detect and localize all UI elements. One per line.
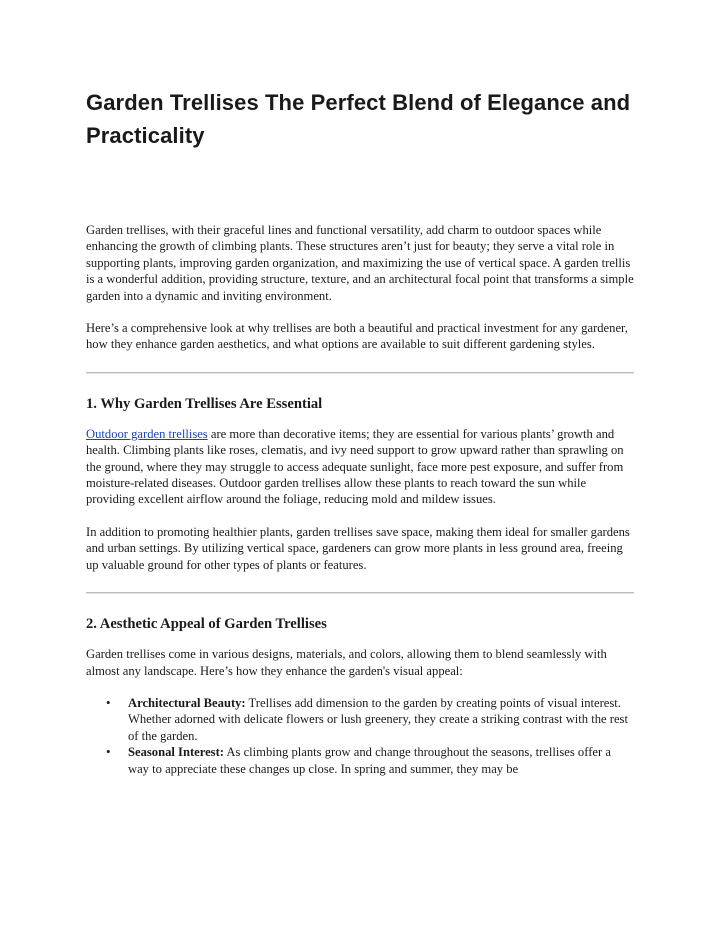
list-item — [128, 744, 634, 777]
section-1-paragraph-2: In addition to promoting healthier plants, garden trellises save space, making them ideal for smaller gardens and urban settings. By utilizing vertical space, gardeners can grow more plants in less ground area, freeing up valuable ground for other types of plants or features. — [86, 524, 630, 572]
spacer — [86, 679, 634, 695]
list-item — [128, 695, 634, 744]
page-title: Garden Trellises The Perfect Blend of Elegance and Practicality — [86, 90, 631, 148]
spacer — [86, 413, 634, 426]
section-2-paragraph-1: Garden trellises come in various designs, materials, and colors, allowing them to blend seamlessly with almost any landscape. Here’s how they enhance the garden's visual appeal: — [86, 647, 607, 678]
section-1-heading: 1. Why Garden Trellises Are Essential — [86, 395, 323, 412]
section-1-paragraph-1 — [86, 426, 634, 508]
spacer — [86, 353, 634, 372]
bullet-text: Trellises add dimension to the garden by creating points of visual interest. Whether adorned with delicate flowers or lush greenery, they create a striking contrast with the rest of the garden. — [128, 695, 628, 743]
spacer — [86, 374, 634, 395]
bullet-label: Architectural Beauty: — [128, 695, 246, 710]
spacer — [86, 508, 634, 524]
spacer — [86, 304, 634, 320]
section-2-heading: 2. Aesthetic Appeal of Garden Trellises — [86, 616, 327, 633]
aesthetic-bullet-list — [86, 695, 634, 777]
section-1-paragraph-1-text: are more than decorative items; they are essential for various plants’ growth and health. Climbing plants like roses, clematis, and ivy need support to grow upward rather than sprawling on the ground, where they may struggle to access adequate sunlight, face more pest exposure, and suffer from moisture-related diseases. Outdoor garden trellises allow these plants to reach toward the sun while providing excellent airflow around the foliage, reducing mold and mildew issues. — [86, 426, 624, 507]
spacer — [86, 573, 634, 592]
bullet-text: As climbing plants grow and change throughout the seasons, trellises offer a way to appreciate these changes up close. In spring and summer, they may be — [128, 745, 611, 776]
intro-paragraph-1: Garden trellises, with their graceful lines and functional versatility, add charm to outdoor spaces while enhancing the growth of climbing plants. These structures aren’t just for beauty; they serve a vital role in supporting plants, improving garden organization, and maximizing the use of vertical space. A garden trellis is a wonderful addition, providing structure, texture, and an architectural focal point that transforms a simple garden into a dynamic and inviting environment. — [86, 223, 634, 303]
spacer — [86, 633, 634, 646]
bullet-label: Seasonal Interest: — [128, 745, 224, 760]
intro-paragraph-2: Here’s a comprehensive look at why trellises are both a beautiful and practical investment for any gardener, how they enhance garden aesthetics, and what options are available to suit different gardening styles. — [86, 321, 628, 352]
spacer — [86, 594, 634, 615]
outdoor-garden-trellises-link[interactable]: Outdoor garden trellises — [86, 426, 208, 441]
